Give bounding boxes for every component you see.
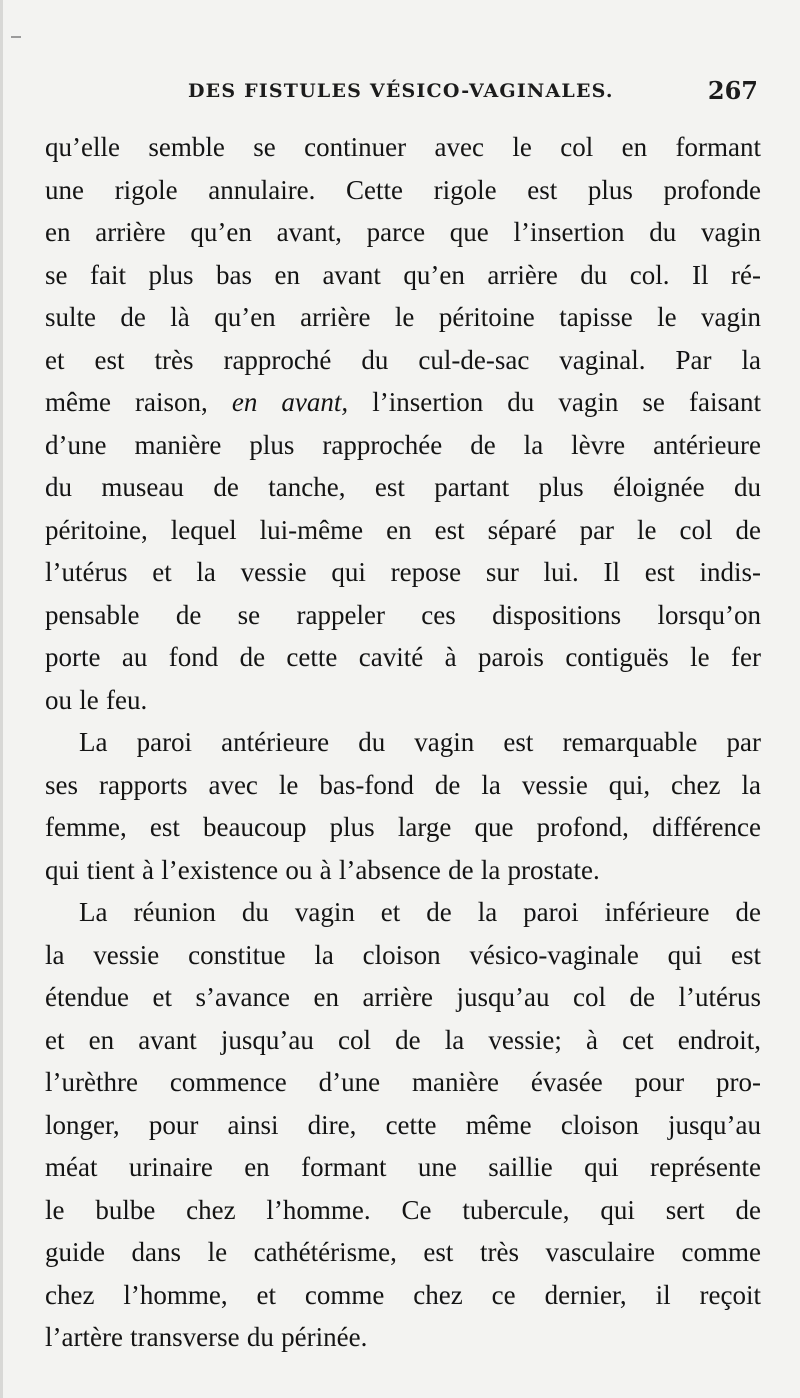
text-segment: l’insertion du vagin se faisant: [348, 387, 761, 417]
text-line: le bulbe chez l’homme. Ce tubercule, qui sert de: [45, 1194, 761, 1225]
text-line: et en avant jusqu’au col de la vessie; à cet endroit,: [45, 1024, 761, 1055]
text-line: une rigole annulaire. Cette rigole est plus profonde: [45, 174, 761, 205]
text-line: La réunion du vagin et de la paroi inférieure de: [79, 897, 761, 927]
text-line: l’artère transverse du périnée.: [45, 1322, 368, 1352]
text-line: d’une manière plus rapprochée de la lèvre antérieure: [45, 429, 761, 460]
text-line: l’urèthre commence d’une manière évasée pour pro-: [45, 1067, 761, 1097]
text-line: péritoine, lequel lui-même en est séparé par le col de: [45, 514, 761, 545]
text-line: qu’elle semble se continuer avec le col en formant: [45, 132, 761, 162]
text-line: se fait plus bas en avant qu’en arrière du col. Il ré-: [45, 259, 761, 290]
text-line: qui tient à l’existence ou à l’absence de la prostate.: [45, 854, 600, 885]
text-line: ses rapports avec le bas-fond de la vessie qui, chez la: [45, 769, 761, 800]
page-header: [43, 74, 763, 114]
running-title: DES FISTULES VÉSICO-VAGINALES.: [188, 80, 614, 102]
text-line: sulte de là qu’en arrière le péritoine tapisse le vagin: [45, 302, 761, 332]
text-line: méat urinaire en formant une saillie qui représente: [45, 1152, 761, 1182]
paragraph-3: [45, 891, 761, 1359]
text-line: pensable de se rappeler ces dispositions lorsqu’on: [45, 599, 761, 630]
text-line: du museau de tanche, est partant plus éloignée du: [45, 472, 761, 502]
text-line: femme, est beaucoup plus large que profond, différence: [45, 812, 761, 842]
text-line: la vessie constitue la cloison vésico-vaginale qui est: [45, 939, 761, 970]
text-line-mixed: [45, 381, 761, 424]
italic-phrase: en avant,: [231, 387, 349, 417]
page-number: 267: [707, 76, 758, 105]
text-segment: même raison,: [45, 387, 232, 417]
text-line: chez l’homme, et comme chez ce dernier, il reçoit: [45, 1279, 761, 1310]
text-line: l’utérus et la vessie qui repose sur lui. Il est indis-: [45, 557, 761, 587]
text-line: étendue et s’avance en arrière jusqu’au col de l’utérus: [45, 982, 761, 1012]
page-edge-mark: [11, 36, 21, 38]
paragraph-2: [45, 721, 761, 891]
text-line: ou le feu.: [45, 684, 148, 715]
text-line: porte au fond de cette cavité à parois contiguës le fer: [45, 642, 761, 672]
text-line: guide dans le cathétérisme, est très vasculaire comme: [45, 1237, 761, 1267]
body-text: [45, 126, 761, 1359]
text-line: en arrière qu’en avant, parce que l’insertion du vagin: [45, 217, 761, 247]
paragraph-1: [45, 126, 761, 721]
text-line: La paroi antérieure du vagin est remarquable par: [79, 727, 761, 757]
text-line: longer, pour ainsi dire, cette même cloison jusqu’au: [45, 1109, 761, 1140]
text-line: et est très rapproché du cul-de-sac vaginal. Par la: [45, 344, 761, 375]
